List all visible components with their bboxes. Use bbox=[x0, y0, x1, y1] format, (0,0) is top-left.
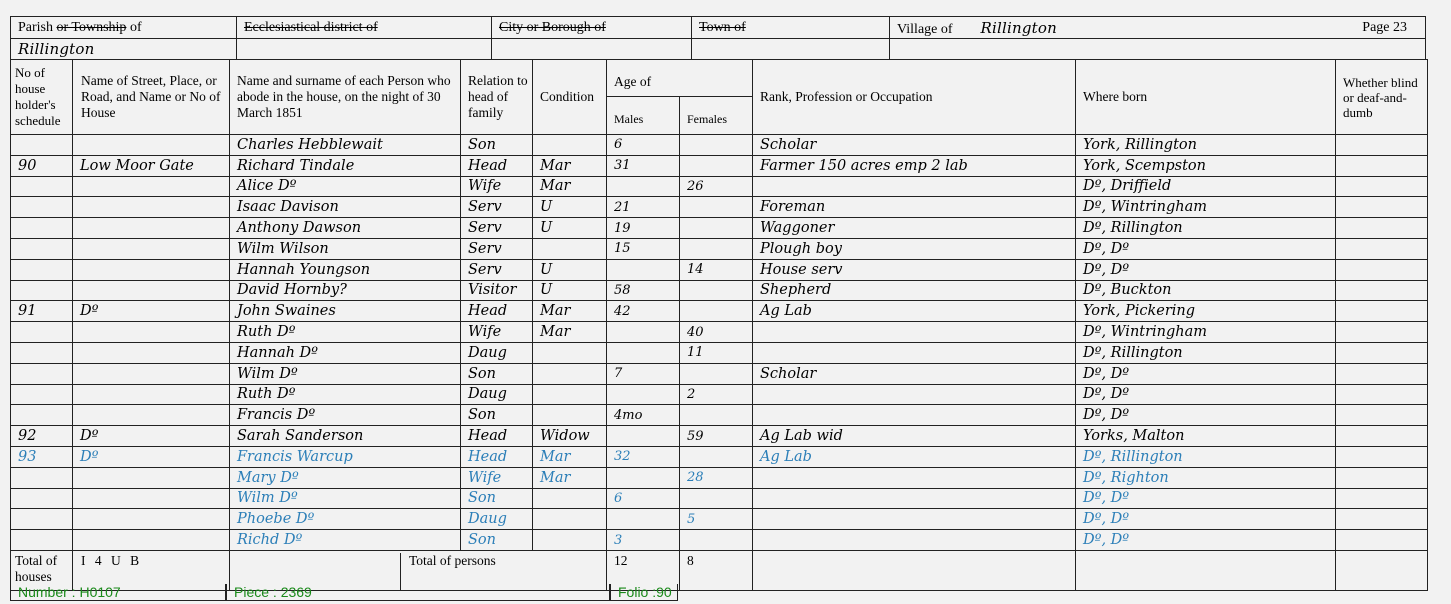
person-name: Phoebe Dº bbox=[230, 509, 461, 530]
schedule-cell bbox=[11, 176, 73, 197]
table-row bbox=[11, 363, 1428, 384]
birthplace-cell: Yorks, Malton bbox=[1076, 426, 1336, 447]
schedule-cell bbox=[11, 135, 73, 156]
person-name: Hannah Youngson bbox=[230, 259, 461, 280]
col-relation: Relation to head of family bbox=[461, 60, 533, 135]
condition-cell bbox=[533, 363, 607, 384]
street-cell bbox=[73, 280, 230, 301]
total-blind-blank bbox=[1336, 550, 1428, 590]
females-age bbox=[680, 280, 753, 301]
total-born-blank bbox=[1076, 550, 1336, 590]
occupation-cell bbox=[753, 176, 1076, 197]
table-row bbox=[11, 301, 1428, 322]
person-name: Ruth Dº bbox=[230, 384, 461, 405]
street-cell bbox=[73, 342, 230, 363]
footer-folio: Folio :90 bbox=[610, 584, 678, 601]
street-cell bbox=[73, 135, 230, 156]
occupation-cell: Farmer 150 acres emp 2 lab bbox=[753, 155, 1076, 176]
city-label: City or Borough of bbox=[491, 16, 692, 39]
person-name: Francis Dº bbox=[230, 405, 461, 426]
blind-cell bbox=[1336, 467, 1428, 488]
parish-value: Rillington bbox=[10, 38, 237, 60]
birthplace-cell: Dº, Driffield bbox=[1076, 176, 1336, 197]
blind-cell bbox=[1336, 363, 1428, 384]
condition-cell bbox=[533, 384, 607, 405]
birthplace-cell: York, Scempston bbox=[1076, 155, 1336, 176]
blind-cell bbox=[1336, 238, 1428, 259]
person-name: Richard Tindale bbox=[230, 155, 461, 176]
person-name: Hannah Dº bbox=[230, 342, 461, 363]
birthplace-cell: Dº, Righton bbox=[1076, 467, 1336, 488]
occupation-cell bbox=[753, 342, 1076, 363]
males-age: 3 bbox=[607, 530, 680, 551]
table-row bbox=[11, 176, 1428, 197]
occupation-cell bbox=[753, 467, 1076, 488]
schedule-cell bbox=[11, 280, 73, 301]
street-cell bbox=[73, 176, 230, 197]
males-age: 4mo bbox=[607, 405, 680, 426]
birthplace-cell: York, Pickering bbox=[1076, 301, 1336, 322]
person-name: Ruth Dº bbox=[230, 322, 461, 343]
schedule-cell bbox=[11, 405, 73, 426]
males-age: 6 bbox=[607, 135, 680, 156]
males-age: 7 bbox=[607, 363, 680, 384]
census-sheet bbox=[10, 16, 1428, 591]
schedule-cell bbox=[11, 238, 73, 259]
males-age bbox=[607, 342, 680, 363]
relation-cell: Serv bbox=[461, 238, 533, 259]
females-age: 2 bbox=[680, 384, 753, 405]
females-age bbox=[680, 530, 753, 551]
relation-cell: Head bbox=[461, 426, 533, 447]
relation-cell: Wife bbox=[461, 176, 533, 197]
occupation-cell: House serv bbox=[753, 259, 1076, 280]
schedule-cell bbox=[11, 197, 73, 218]
street-cell bbox=[73, 384, 230, 405]
blind-cell bbox=[1336, 426, 1428, 447]
relation-cell: Daug bbox=[461, 342, 533, 363]
city-value bbox=[491, 38, 692, 60]
relation-cell: Serv bbox=[461, 218, 533, 239]
table-row bbox=[11, 488, 1428, 509]
blind-cell bbox=[1336, 530, 1428, 551]
relation-cell: Son bbox=[461, 135, 533, 156]
condition-cell bbox=[533, 405, 607, 426]
occupation-cell: Ag Lab bbox=[753, 301, 1076, 322]
males-age bbox=[607, 322, 680, 343]
street-cell bbox=[73, 405, 230, 426]
condition-cell bbox=[533, 530, 607, 551]
person-name: John Swaines bbox=[230, 301, 461, 322]
person-name: Anthony Dawson bbox=[230, 218, 461, 239]
table-row bbox=[11, 259, 1428, 280]
col-occupation: Rank, Profession or Occupation bbox=[753, 60, 1076, 135]
relation-cell: Serv bbox=[461, 197, 533, 218]
males-age: 42 bbox=[607, 301, 680, 322]
town-value bbox=[691, 38, 890, 60]
person-name: Richd Dº bbox=[230, 530, 461, 551]
total-persons-text: Total of persons bbox=[409, 552, 496, 568]
females-age: 11 bbox=[680, 342, 753, 363]
relation-cell: Visitor bbox=[461, 280, 533, 301]
condition-cell: U bbox=[533, 218, 607, 239]
males-age bbox=[607, 384, 680, 405]
blind-cell bbox=[1336, 197, 1428, 218]
schedule-cell bbox=[11, 218, 73, 239]
table-row bbox=[11, 238, 1428, 259]
total-houses-label: Total of houses bbox=[11, 550, 73, 590]
schedule-cell: 92 bbox=[11, 426, 73, 447]
females-age: 14 bbox=[680, 259, 753, 280]
blind-cell bbox=[1336, 135, 1428, 156]
col-females: Females bbox=[680, 97, 753, 135]
birthplace-cell: Dº, Dº bbox=[1076, 384, 1336, 405]
schedule-cell bbox=[11, 530, 73, 551]
total-females: 8 bbox=[680, 550, 753, 590]
table-row bbox=[11, 218, 1428, 239]
condition-cell bbox=[533, 135, 607, 156]
blind-cell bbox=[1336, 322, 1428, 343]
females-age bbox=[680, 197, 753, 218]
females-age: 40 bbox=[680, 322, 753, 343]
blind-cell bbox=[1336, 446, 1428, 467]
village-cell: Village of Rillington Page 23 bbox=[889, 16, 1426, 39]
person-name: Charles Hebblewait bbox=[230, 135, 461, 156]
occupation-cell bbox=[753, 384, 1076, 405]
blind-cell bbox=[1336, 405, 1428, 426]
occupation-cell: Foreman bbox=[753, 197, 1076, 218]
person-name: David Hornby? bbox=[230, 280, 461, 301]
footer-number: Number : H0107 bbox=[10, 584, 226, 601]
birthplace-cell: Dº, Rillington bbox=[1076, 218, 1336, 239]
birthplace-cell: Dº, Dº bbox=[1076, 238, 1336, 259]
street-cell bbox=[73, 488, 230, 509]
blind-cell bbox=[1336, 259, 1428, 280]
occupation-cell: Scholar bbox=[753, 135, 1076, 156]
occupation-cell: Ag Lab bbox=[753, 446, 1076, 467]
table-row bbox=[11, 197, 1428, 218]
condition-cell bbox=[533, 488, 607, 509]
col-age-of: Age of bbox=[607, 60, 753, 97]
males-age bbox=[607, 467, 680, 488]
col-males: Males bbox=[607, 97, 680, 135]
blind-cell bbox=[1336, 218, 1428, 239]
schedule-cell: 90 bbox=[11, 155, 73, 176]
blind-cell bbox=[1336, 155, 1428, 176]
table-row bbox=[11, 509, 1428, 530]
col-condition: Condition bbox=[533, 60, 607, 135]
occupation-cell: Ag Lab wid bbox=[753, 426, 1076, 447]
person-name: Isaac Davison bbox=[230, 197, 461, 218]
condition-cell: Mar bbox=[533, 301, 607, 322]
occupation-cell bbox=[753, 322, 1076, 343]
males-age: 6 bbox=[607, 488, 680, 509]
street-cell: Dº bbox=[73, 426, 230, 447]
birthplace-cell: Dº, Dº bbox=[1076, 363, 1336, 384]
table-row bbox=[11, 322, 1428, 343]
females-age: 59 bbox=[680, 426, 753, 447]
street-cell bbox=[73, 530, 230, 551]
total-houses-value: I 4 U B bbox=[73, 550, 230, 590]
schedule-cell bbox=[11, 342, 73, 363]
footer-piece: Piece : 2369 bbox=[226, 584, 610, 601]
males-age: 19 bbox=[607, 218, 680, 239]
table-row bbox=[11, 446, 1428, 467]
males-age: 58 bbox=[607, 280, 680, 301]
condition-cell: Widow bbox=[533, 426, 607, 447]
birthplace-cell: Dº, Dº bbox=[1076, 509, 1336, 530]
occupation-cell: Plough boy bbox=[753, 238, 1076, 259]
relation-cell: Daug bbox=[461, 384, 533, 405]
occupation-cell bbox=[753, 405, 1076, 426]
schedule-cell: 91 bbox=[11, 301, 73, 322]
census-header bbox=[10, 16, 1425, 59]
street-cell bbox=[73, 197, 230, 218]
street-cell bbox=[73, 509, 230, 530]
street-cell bbox=[73, 467, 230, 488]
birthplace-cell: Dº, Rillington bbox=[1076, 342, 1336, 363]
females-age bbox=[680, 238, 753, 259]
village-value: Rillington bbox=[980, 19, 1057, 37]
females-age bbox=[680, 218, 753, 239]
occupation-cell bbox=[753, 530, 1076, 551]
condition-cell: U bbox=[533, 197, 607, 218]
males-age: 21 bbox=[607, 197, 680, 218]
total-males: 12 bbox=[607, 550, 680, 590]
birthplace-cell: Dº, Dº bbox=[1076, 530, 1336, 551]
schedule-cell: 93 bbox=[11, 446, 73, 467]
street-cell: Low Moor Gate bbox=[73, 155, 230, 176]
females-age bbox=[680, 135, 753, 156]
schedule-cell bbox=[11, 467, 73, 488]
females-age bbox=[680, 155, 753, 176]
table-row bbox=[11, 426, 1428, 447]
table-row bbox=[11, 405, 1428, 426]
blind-cell bbox=[1336, 342, 1428, 363]
table-row bbox=[11, 135, 1428, 156]
condition-cell bbox=[533, 509, 607, 530]
parish-label: Parish or Township of bbox=[10, 16, 237, 39]
table-row bbox=[11, 280, 1428, 301]
person-name: Alice Dº bbox=[230, 176, 461, 197]
col-blind: Whether blind or deaf-and-dumb bbox=[1336, 60, 1428, 135]
occupation-cell bbox=[753, 488, 1076, 509]
relation-cell: Head bbox=[461, 446, 533, 467]
person-name: Wilm Dº bbox=[230, 488, 461, 509]
eccles-value bbox=[236, 38, 492, 60]
street-cell bbox=[73, 322, 230, 343]
occupation-cell: Waggoner bbox=[753, 218, 1076, 239]
birthplace-cell: Dº, Wintringham bbox=[1076, 322, 1336, 343]
females-age: 26 bbox=[680, 176, 753, 197]
blind-cell bbox=[1336, 488, 1428, 509]
street-cell: Dº bbox=[73, 301, 230, 322]
schedule-cell bbox=[11, 384, 73, 405]
census-table bbox=[10, 59, 1428, 591]
occupation-cell: Shepherd bbox=[753, 280, 1076, 301]
relation-cell: Wife bbox=[461, 467, 533, 488]
relation-cell: Serv bbox=[461, 259, 533, 280]
blind-cell bbox=[1336, 301, 1428, 322]
town-label: Town of bbox=[691, 16, 890, 39]
person-name: Sarah Sanderson bbox=[230, 426, 461, 447]
col-street: Name of Street, Place, or Road, and Name or No of House bbox=[73, 60, 230, 135]
males-age: 31 bbox=[607, 155, 680, 176]
relation-cell: Son bbox=[461, 488, 533, 509]
occupation-cell: Scholar bbox=[753, 363, 1076, 384]
schedule-cell bbox=[11, 509, 73, 530]
eccles-label: Ecclesiastical district of bbox=[236, 16, 492, 39]
females-age bbox=[680, 405, 753, 426]
schedule-cell bbox=[11, 322, 73, 343]
birthplace-cell: York, Rillington bbox=[1076, 135, 1336, 156]
table-row bbox=[11, 155, 1428, 176]
birthplace-cell: Dº, Wintringham bbox=[1076, 197, 1336, 218]
blind-cell bbox=[1336, 176, 1428, 197]
blind-cell bbox=[1336, 384, 1428, 405]
person-name: Mary Dº bbox=[230, 467, 461, 488]
condition-cell: Mar bbox=[533, 176, 607, 197]
females-age bbox=[680, 446, 753, 467]
condition-cell bbox=[533, 238, 607, 259]
relation-cell: Daug bbox=[461, 509, 533, 530]
condition-cell: Mar bbox=[533, 155, 607, 176]
street-cell bbox=[73, 363, 230, 384]
table-row bbox=[11, 467, 1428, 488]
street-cell bbox=[73, 259, 230, 280]
condition-cell: Mar bbox=[533, 467, 607, 488]
birthplace-cell: Dº, Dº bbox=[1076, 405, 1336, 426]
condition-cell: Mar bbox=[533, 446, 607, 467]
page-label: Page 23 bbox=[1362, 20, 1407, 35]
person-name: Wilm Dº bbox=[230, 363, 461, 384]
table-row bbox=[11, 530, 1428, 551]
males-age bbox=[607, 509, 680, 530]
birthplace-cell: Dº, Dº bbox=[1076, 259, 1336, 280]
street-cell bbox=[73, 218, 230, 239]
col-born: Where born bbox=[1076, 60, 1336, 135]
relation-cell: Head bbox=[461, 155, 533, 176]
condition-cell: U bbox=[533, 280, 607, 301]
person-name: Wilm Wilson bbox=[230, 238, 461, 259]
males-age bbox=[607, 259, 680, 280]
females-age: 28 bbox=[680, 467, 753, 488]
schedule-cell bbox=[11, 259, 73, 280]
condition-cell bbox=[533, 342, 607, 363]
females-age bbox=[680, 301, 753, 322]
blind-cell bbox=[1336, 280, 1428, 301]
street-cell bbox=[73, 238, 230, 259]
total-occupation-blank bbox=[753, 550, 1076, 590]
birthplace-cell: Dº, Dº bbox=[1076, 488, 1336, 509]
relation-cell: Wife bbox=[461, 322, 533, 343]
condition-cell: Mar bbox=[533, 322, 607, 343]
table-row bbox=[11, 384, 1428, 405]
males-age bbox=[607, 426, 680, 447]
males-age: 32 bbox=[607, 446, 680, 467]
birthplace-cell: Dº, Buckton bbox=[1076, 280, 1336, 301]
females-age: 5 bbox=[680, 509, 753, 530]
relation-cell: Son bbox=[461, 405, 533, 426]
relation-cell: Son bbox=[461, 530, 533, 551]
table-row bbox=[11, 342, 1428, 363]
females-age bbox=[680, 488, 753, 509]
occupation-cell bbox=[753, 509, 1076, 530]
person-name: Francis Warcup bbox=[230, 446, 461, 467]
relation-cell: Son bbox=[461, 363, 533, 384]
condition-cell: U bbox=[533, 259, 607, 280]
blind-cell bbox=[1336, 509, 1428, 530]
birthplace-cell: Dº, Rillington bbox=[1076, 446, 1336, 467]
village-value-cell bbox=[889, 38, 1426, 60]
schedule-cell bbox=[11, 363, 73, 384]
males-age: 15 bbox=[607, 238, 680, 259]
schedule-cell bbox=[11, 488, 73, 509]
relation-cell: Head bbox=[461, 301, 533, 322]
col-schedule: No of house holder's schedule bbox=[11, 60, 73, 135]
street-cell: Dº bbox=[73, 446, 230, 467]
males-age bbox=[607, 176, 680, 197]
col-name: Name and surname of each Person who abode in the house, on the night of 30 March 1851 bbox=[230, 60, 461, 135]
females-age bbox=[680, 363, 753, 384]
